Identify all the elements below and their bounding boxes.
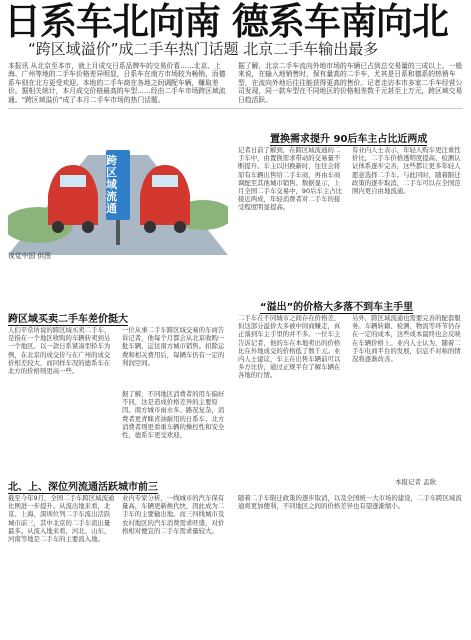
sign-text: 跨区域流通 bbox=[106, 154, 117, 215]
photo-caption: 视觉中国 供图 bbox=[8, 252, 51, 260]
section-2-col-b: 另外，跨区域流通也需要完善的配套服务。车辆转籍、检测、物流等环节仍存在一定的成本，这些成本最终也会反映在车辆价格上。业内人士认为，随着二手车电商平台的发展，信息不对称的情况将逐渐改善。 bbox=[352, 314, 461, 364]
section-4-col-c: 随着二手车限迁政策的逐步取消，以及全国统一大市场的建设，二手车跨区域流通将更加便利，不同地区之间的价格差异也有望逐渐缩小。 bbox=[238, 494, 462, 511]
sign-post bbox=[116, 220, 120, 245]
car-left bbox=[48, 165, 98, 233]
section-title-cities: 北、上、深位列流通活跃城市前三 bbox=[8, 482, 158, 493]
section-3-col-c: 据了解，不同地区消费者的用车偏好不同，这是造成价格差异的主要原因。南方城市雨水多、路况复杂，消费者更青睐省油耐用的日系车；北方消费者则更看重车辆的操控性和安全性，德系车更受欢迎。 bbox=[122, 390, 225, 440]
section-2-col-a: 二手车在不同城市之间存在价格差，但这部分溢价大多被中间商赚走，真正落到车主手里的并不多。一位车主告诉记者，他的车在本地卖出的价格比在外地成交的价格低了数千元。业内人士建议，车主在出售车辆前可以多方比价，通过正规平台了解车辆在各地的行情。 bbox=[238, 314, 341, 380]
section-1-col-a: 记者日前了解到，在跨区域流通的二手车中，由置换需求带动的交易量不断提升。车主以旧换新时，往往会将原有车辆出售给二手车商，再由车商调配至其他城市销售。数据显示，上月全国二手车交易中，90后车主占比接近两成，年轻消费者对二手车的接受程度明显提高。 bbox=[238, 146, 342, 212]
section-4-col-b: 业内专家分析，一线城市的汽车保有量高，车辆更新换代快，因此成为二手车的主要输出地。而三四线城市及农村地区的汽车消费需求旺盛，对价格相对便宜的二手车需求量较大。 bbox=[122, 494, 225, 535]
car-right bbox=[140, 165, 190, 233]
lead-left: 本报讯 从北京至本市，就上月成交日系品牌车的交易价看……北京、上海、广州等地的二手车价格差异明显，日系车在南方市场较为畅销，而德系车则在北方更受欢迎。本地的二手车商在各地之间调配车辆，赚取差价。据相关统计，本月成交价格最高的车型……经由二手车市场跨区域流通。“跨区域溢价”成了本月二手车市场的热门话题。 bbox=[8, 62, 226, 104]
headline: 日系车北向南 德系车南向北 bbox=[4, 0, 448, 43]
rule bbox=[8, 108, 463, 109]
section-title-premium: “溢出”的价格大多落不到车主手里 bbox=[260, 302, 414, 313]
lead-right: 据了解，北京二手车流向外地市场的车辆已占到总交易量的三成以上。一般来说，在输入地销售时，保有量高的二手车，尤其是日系和德系的热销车型，在流向外地后往往能获得更高的售价。记者走访本市多家二手车经营公司发现，同一款车型在不同地区的价格相差数千元甚至上万元，跨区域交易日趋活跃。 bbox=[238, 62, 463, 104]
section-4-col-a: 截至今年9月，全国二手车跨区域流通比例进一步提升。从流出地来看，北京、上海、深圳位列二手车流出活跃城市前三，其中北京的二手车流出量最多。从流入地来看，河北、山东、河南等地是二手车的主要流入地。 bbox=[8, 494, 115, 544]
section-title-price-diff: 跨区域买卖二手车差价挺大 bbox=[8, 314, 128, 325]
section-1-col-b: 有业内人士表示，年轻人购车更注重性价比，二手车价格透明度提高、检测认证体系逐步完善，这些都让更多年轻人愿意选择二手车。与此同时，随着限迁政策的逐步取消，二手车可以在全国范围内更自由地流通。 bbox=[352, 146, 461, 196]
byline: 本报记者 孟耿 bbox=[395, 478, 437, 486]
section-title-replace: 置换需求提升 90后车主占比近两成 bbox=[270, 134, 428, 145]
subhead: “跨区域溢价”成二手车热门话题 北京二手车输出最多 bbox=[28, 40, 379, 58]
section-3-col-b: 一位从事二手车跨区域交易的车商告诉记者，他每个月都会从北京收购一批车辆，运往南方城市销售。扣除运费和相关费用后，每辆车仍有一定的利润空间。 bbox=[122, 326, 225, 367]
section-3-col-a: 人们平常所说的跨区域买卖二手车，是指在一个地区收购的车辆转卖到另一个地区。以一款日系紧凑型轿车为例，在北京的成交价与在广州的成交价相差较大，而同样车况的德系车在北方的价格则更高一些。 bbox=[8, 326, 111, 376]
